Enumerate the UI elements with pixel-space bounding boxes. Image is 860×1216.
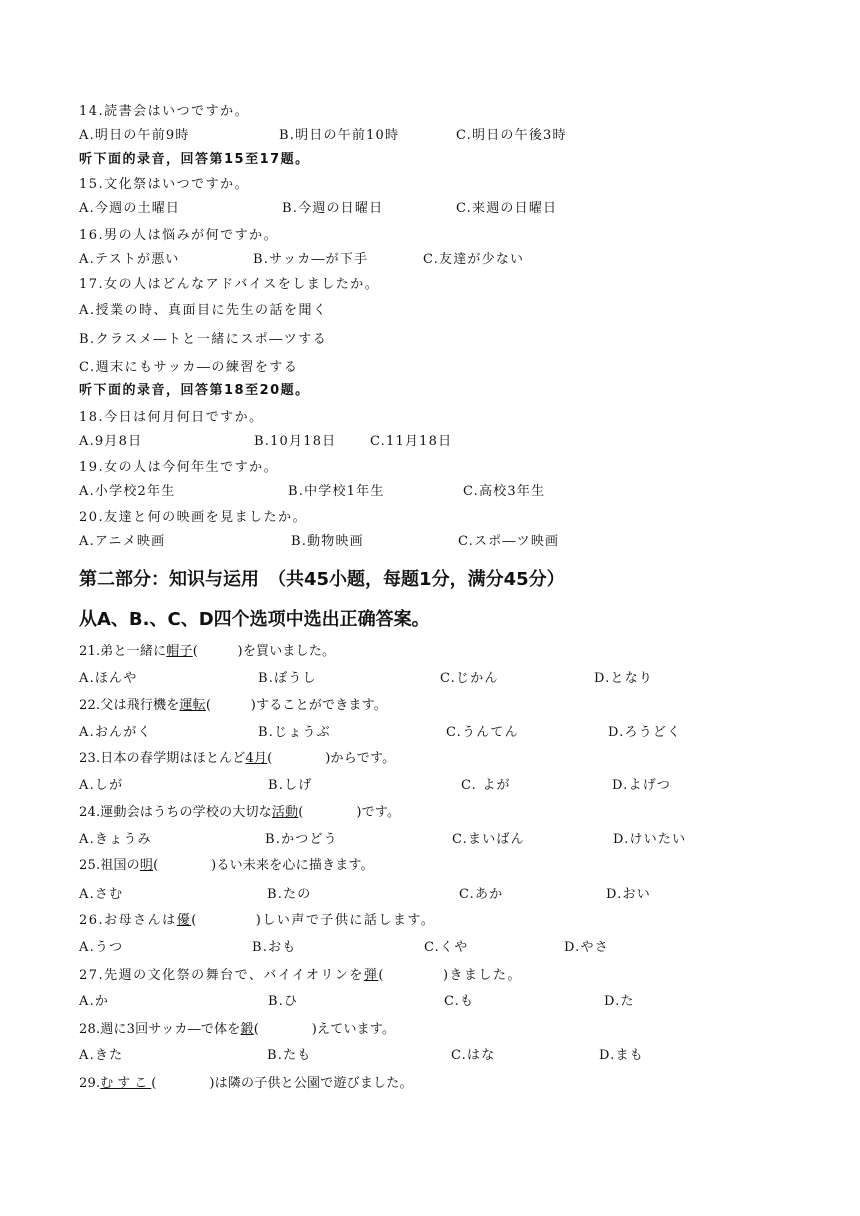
q21-option-a: A.ほんや: [79, 671, 138, 686]
question-20: 20.友達と何の映画を見ましたか。: [79, 510, 308, 525]
q21-option-b: B.ぼうし: [258, 671, 317, 686]
q22-option-b: B.じょうぶ: [258, 725, 331, 740]
q22-underlined-word: 運転: [179, 698, 206, 713]
q15-option-a: A.今週の土曜日: [79, 201, 181, 216]
q24-option-c: C.まいばん: [452, 832, 525, 847]
q25-option-c: C.あか: [459, 887, 504, 902]
q15-option-c: C.来週の日曜日: [456, 201, 558, 216]
question-14: 14.読書会はいつですか。: [79, 104, 250, 119]
q24-option-d: D.けいたい: [613, 832, 687, 847]
question-16: 16.男の人は悩みが何ですか。: [79, 228, 279, 243]
q23-underlined-word: 4月: [245, 751, 268, 766]
q27-underlined-word: 弾: [363, 968, 379, 983]
question-24: 24.運動会はうちの学校の大切な活動( )です。: [79, 805, 401, 820]
q16-option-a: A.テストが悪い: [79, 252, 180, 267]
q19-option-b: B.中学校1年生: [288, 484, 385, 499]
q19-option-c: C.高校3年生: [463, 484, 546, 499]
question-22: 22.父は飛行機を運転( )することができます。: [79, 698, 387, 713]
question-15: 15.文化祭はいつですか。: [79, 177, 250, 192]
q27-option-d: D.た: [604, 994, 635, 1009]
q28-underlined-word: 鍛: [240, 1022, 254, 1037]
q14-option-a: A.明日の午前9時: [79, 128, 190, 143]
question-26: 26.お母さんは優( )しい声で子供に話します。: [79, 913, 436, 928]
q16-option-b: B.サッカ―が下手: [253, 252, 369, 267]
question-19: 19.女の人は今何年生ですか。: [79, 460, 279, 475]
q16-option-c: C.友達が少ない: [423, 252, 525, 267]
q28-option-d: D.まも: [599, 1048, 644, 1063]
q21-option-c: C.じかん: [440, 671, 499, 686]
q28-option-b: B.たも: [267, 1048, 312, 1063]
q28-option-a: A.きた: [79, 1048, 124, 1063]
q24-underlined-word: 活動: [271, 805, 299, 820]
q27-option-b: B.ひ: [268, 994, 299, 1009]
q22-option-a: A.おんがく: [79, 725, 152, 740]
part2-title: 第二部分：知识与运用 （共45小题，每题1分，满分45分）: [79, 569, 565, 590]
q22-option-c: C.うんてん: [446, 725, 519, 740]
q23-option-d: D.よげつ: [612, 778, 672, 793]
q29-underlined-word: むすこ: [100, 1076, 152, 1091]
q20-option-c: C.スポ―ツ映画: [458, 534, 560, 549]
q20-option-b: B.動物映画: [291, 534, 364, 549]
instruction-15-17: 听下面的录音，回答第15至17题。: [79, 152, 310, 167]
q26-underlined-word: 優: [176, 913, 192, 928]
q26-option-a: A.うつ: [79, 940, 124, 955]
q17-option-c: C.週末にもサッカ―の練習をする: [79, 360, 299, 375]
q19-option-a: A.小学校2年生: [79, 484, 176, 499]
q25-option-b: B.たの: [267, 887, 312, 902]
q25-option-d: D.おい: [606, 887, 651, 902]
q27-option-a: A.か: [79, 994, 110, 1009]
q18-option-a: A.9月8日: [79, 434, 143, 449]
q17-option-a: A.授業の時、真面目に先生の話を聞く: [79, 303, 328, 318]
q18-option-b: B.10月18日: [254, 434, 337, 449]
q18-option-c: C.11月18日: [370, 434, 453, 449]
question-17: 17.女の人はどんなアドバイスをしましたか。: [79, 277, 380, 292]
q22-option-d: D.ろうどく: [608, 725, 682, 740]
q20-option-a: A.アニメ映画: [79, 534, 166, 549]
q21-option-d: D.となり: [594, 671, 654, 686]
question-29: 29.むすこ( )は隣の子供と公園で遊びました。: [79, 1076, 413, 1091]
q23-option-b: B.しげ: [268, 778, 313, 793]
q26-option-d: D.やさ: [564, 940, 609, 955]
q23-option-c: C. よが: [461, 778, 511, 793]
q25-option-a: A.さむ: [79, 887, 124, 902]
q14-option-c: C.明日の午後3時: [456, 128, 567, 143]
q14-option-b: B.明日の午前10時: [279, 128, 400, 143]
q21-underlined-word: 帽子: [166, 644, 193, 659]
question-28: 28.週に3回サッカ―で体を鍛( )えています。: [79, 1022, 396, 1037]
part2-instruction: 从A、B.、C、D四个选项中选出正确答案。: [79, 609, 430, 630]
q24-option-a: A.きょうみ: [79, 832, 152, 847]
question-21: 21.弟と一緒に帽子( )を買いました。: [79, 644, 336, 659]
question-23: 23.日本の春学期はほとんど4月( )からです。: [79, 751, 396, 766]
q25-underlined-word: 明: [139, 858, 154, 873]
q17-option-b: B.クラスメ―トと一緒にスポ―ツする: [79, 332, 328, 347]
q26-option-c: C.くや: [424, 940, 469, 955]
q27-option-c: C.も: [444, 994, 475, 1009]
q26-option-b: B.おも: [252, 940, 297, 955]
question-18: 18.今日は何月何日ですか。: [79, 410, 264, 425]
question-27: 27.先週の文化祭の舞台で、バイイオリンを弾( )きました。: [79, 968, 523, 983]
instruction-18-20: 听下面的录音，回答第18至20题。: [79, 383, 310, 398]
q23-option-a: A.しが: [79, 778, 124, 793]
q15-option-b: B.今週の日曜日: [282, 201, 384, 216]
q28-option-c: C.はな: [451, 1048, 496, 1063]
question-25: 25.祖国の明( )るい未来を心に描きます。: [79, 858, 374, 873]
q24-option-b: B.かつどう: [265, 832, 338, 847]
